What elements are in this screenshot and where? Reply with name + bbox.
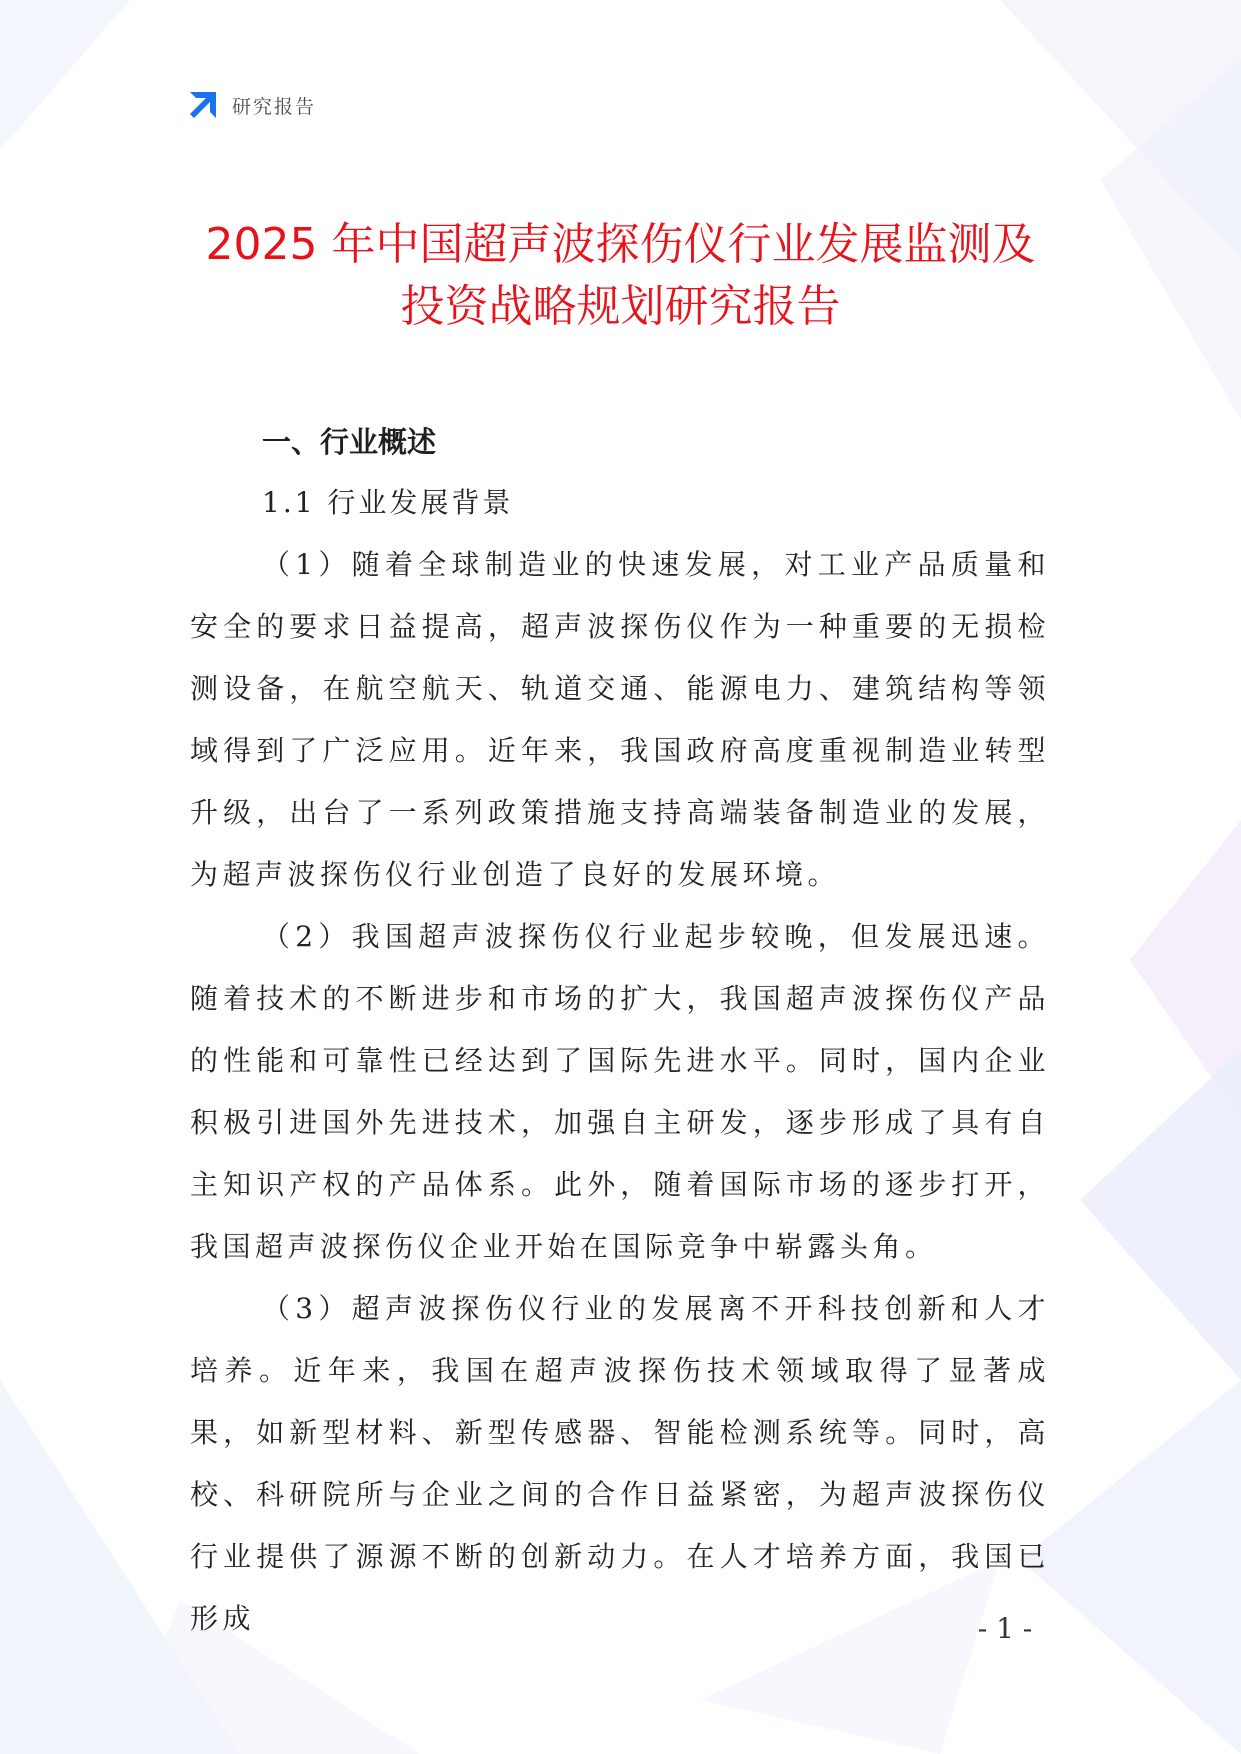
paragraph-2: （2）我国超声波探伤仪行业起步较晚，但发展迅速。随着技术的不断进步和市场的扩大，我国超声波探伤仪产品的性能和可靠性已经达到了国际先进水平。同时，国内企业积极引进国外先进技术，加强自主研发，逐步形成了具有自主知识产权的产品体系。此外，随着国际市场的逐步打开，我国超声波探伤仪企业开始在国际竞争中崭露头角。 — [190, 920, 1050, 1263]
title-line-1: 2025 年中国超声波探伤仪行业发展监测及 — [205, 219, 1036, 270]
arrow-up-right-icon — [186, 88, 220, 122]
section-heading: 一、行业概述 — [262, 425, 437, 459]
paragraph-1: （1）随着全球制造业的快速发展，对工业产品质量和安全的要求日益提高，超声波探伤仪作为一种重要的无损检测设备，在航空航天、轨道交通、能源电力、建筑结构等领域得到了广泛应用。近年来，我国政府高度重视制造业转型升级，出台了一系列政策措施支持高端装备制造业的发展，为超声波探伤仪行业创造了良好的发展环境。 — [190, 548, 1050, 891]
subsection-heading: 1.1 行业发展背景 — [262, 486, 514, 519]
title-line-2: 投资战略规划研究报告 — [400, 281, 841, 332]
paragraph-3: （3）超声波探伤仪行业的发展离不开科技创新和人才培养。近年来，我国在超声波探伤技术领域取得了显著成果，如新型材料、新型传感器、智能检测系统等。同时，高校、科研院所与企业之间的合作日益紧密，为超声波探伤仪行业提供了源源不断的创新动力。在人才培养方面，我国已形成 — [190, 1292, 1050, 1635]
brand-label: 研究报告 — [232, 95, 317, 118]
page-number: - 1 - — [977, 1612, 1033, 1645]
report-header — [186, 88, 316, 122]
report-title — [0, 214, 1241, 338]
report-body — [190, 412, 1050, 1650]
